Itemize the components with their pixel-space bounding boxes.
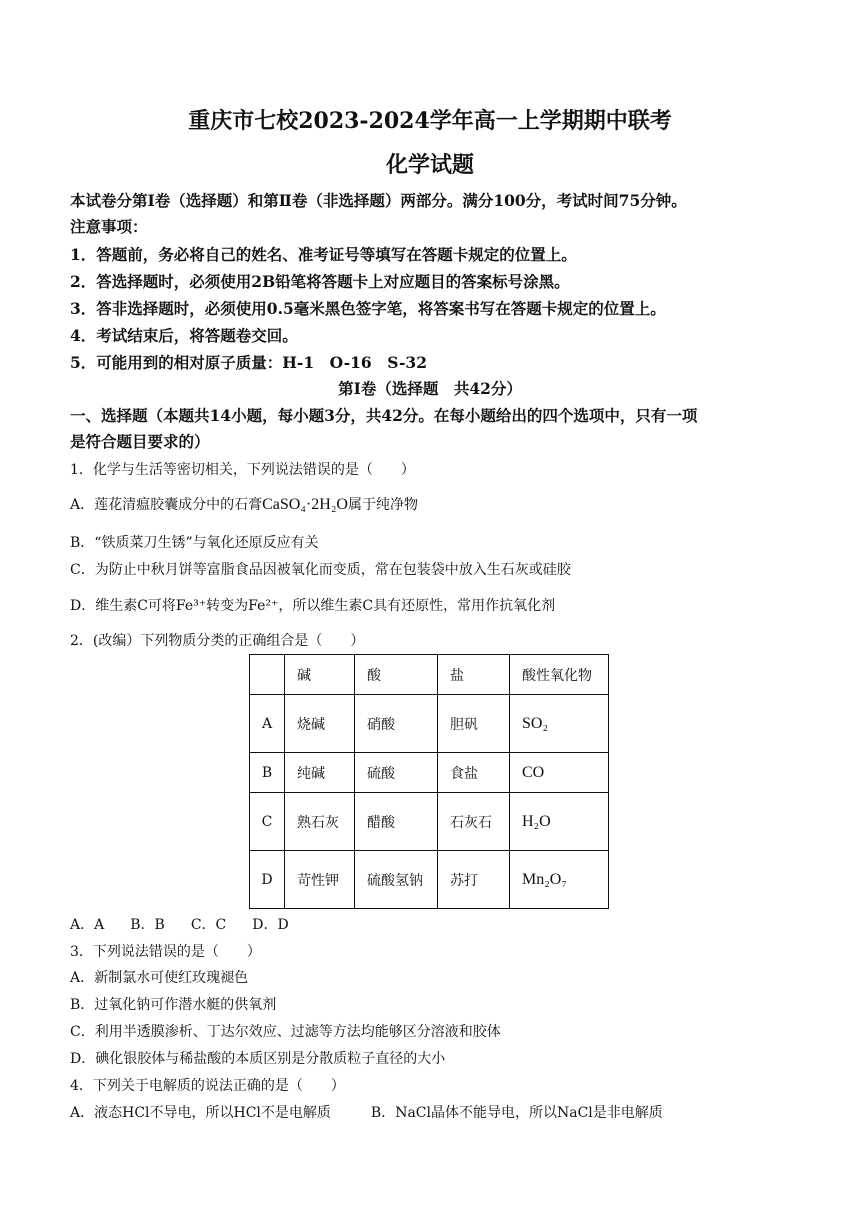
table-cell: 熟石灰 [285,793,355,851]
notice-item: 5．可能用到的相对原子质量：H-1 O-16 S-32 [70,353,427,372]
table-cell: SO₂ [510,695,609,753]
question-3-option-b: B．过氧化钠可作潜水艇的供氧剂 [70,997,277,1013]
table-cell: 食盐 [438,753,510,793]
table-cell: 苏打 [438,851,510,909]
table-cell: 胆矾 [438,695,510,753]
row-label: D [250,851,285,909]
table-row [250,695,609,753]
table-cell: 醋酸 [355,793,438,851]
table-header-row [250,655,609,695]
table-header-cell [250,655,285,695]
question-1-option-d: D．维生素C可将Fe³⁺转变为Fe²⁺，所以维生素C具有还原性，常用作抗氧化剂 [70,598,556,614]
table-header-cell: 酸 [355,655,438,695]
table-header-cell: 碱 [285,655,355,695]
exam-subtitle: 化学试题 [385,152,474,178]
notice-item: 4．考试结束后，将答题卷交回。 [70,326,298,345]
row-label: A [250,695,285,753]
table-cell: H₂O [510,793,609,851]
question-4-option-a: A．液态HCl不导电，所以HCl不是电解质 [70,1105,331,1121]
question-3-option-a: A．新制氯水可使红玫瑰褪色 [70,970,249,986]
question-3-stem: 3．下列说法错误的是（ ） [70,944,261,960]
classification-table [249,654,609,909]
option-text: D．D [252,917,289,933]
part-heading: 一、选择题（本题共14小题，每小题3分，共42分。在每小题给出的四个选项中，只有一项 [70,406,698,425]
notice-item: 3．答非选择题时，必须使用0.5毫米黑色签字笔，将答案书写在答题卡规定的位置上。 [70,299,666,318]
part-heading-cont: 是符合题目要求的） [70,432,210,451]
question-2-options [70,914,315,934]
question-1-option-c: C．为防止中秋月饼等富脂食品因被氧化而变质，常在包装袋中放入生石灰或硅胶 [70,562,571,578]
question-1-stem: 1．化学与生活等密切相关，下列说法错误的是（ ） [70,462,415,478]
question-1-option-a [70,494,418,514]
option-text: A．A [70,917,105,933]
table-cell: Mn₂O₇ [510,851,609,909]
question-1-option-b: B．“铁质菜刀生锈”与氧化还原反应有关 [70,535,319,551]
question-3-option-c: C．利用半透膜渗析、丁达尔效应、过滤等方法均能够区分溶液和胶体 [70,1024,501,1040]
table-cell: 烧碱 [285,695,355,753]
table-cell: 苛性钾 [285,851,355,909]
section-title: 第Ⅰ卷（选择题 共42分） [338,379,522,398]
option-text: A．莲花清瘟胶囊成分中的石膏 [70,497,263,513]
table-row [250,753,609,793]
table-cell: CO [510,753,609,793]
notice-heading: 注意事项： [70,217,148,236]
question-2-stem: 2．(改编）下列物质分类的正确组合是（ ） [70,633,365,649]
exam-intro: 本试卷分第Ⅰ卷（选择题）和第Ⅱ卷（非选择题）两部分。满分100分，考试时间75分钟。 [70,191,687,210]
option-text: 属于纯净物 [347,497,418,513]
table-row [250,851,609,909]
option-text: C．C [190,917,227,933]
option-text: B．B [130,917,165,933]
table-header-cell: 盐 [438,655,510,695]
notice-item: 2．答选择题时，必须使用2B铅笔将答题卡上对应题目的答案标号涂黑。 [70,272,570,291]
table-cell: 纯碱 [285,753,355,793]
exam-title: 重庆市七校2023-2024学年高一上学期期中联考 [188,108,672,134]
table-cell: 硫酸氢钠 [355,851,438,909]
table-row [250,793,609,851]
notice-item: 1．答题前，务必将自己的姓名、准考证号等填写在答题卡规定的位置上。 [70,245,577,264]
chem-formula: CaSO₄·2H₂O [262,496,348,513]
table-cell: 硫酸 [355,753,438,793]
table-cell: 硝酸 [355,695,438,753]
question-4-option-b: B．NaCl晶体不能导电，所以NaCl是非电解质 [370,1105,663,1121]
question-4-options-row [70,1102,663,1122]
row-label: B [250,753,285,793]
table-cell: 石灰石 [438,793,510,851]
table-header-cell: 酸性氧化物 [510,655,609,695]
question-3-option-d: D．碘化银胶体与稀盐酸的本质区别是分散质粒子直径的大小 [70,1051,446,1067]
question-4-stem: 4．下列关于电解质的说法正确的是（ ） [70,1078,345,1094]
row-label: C [250,793,285,851]
